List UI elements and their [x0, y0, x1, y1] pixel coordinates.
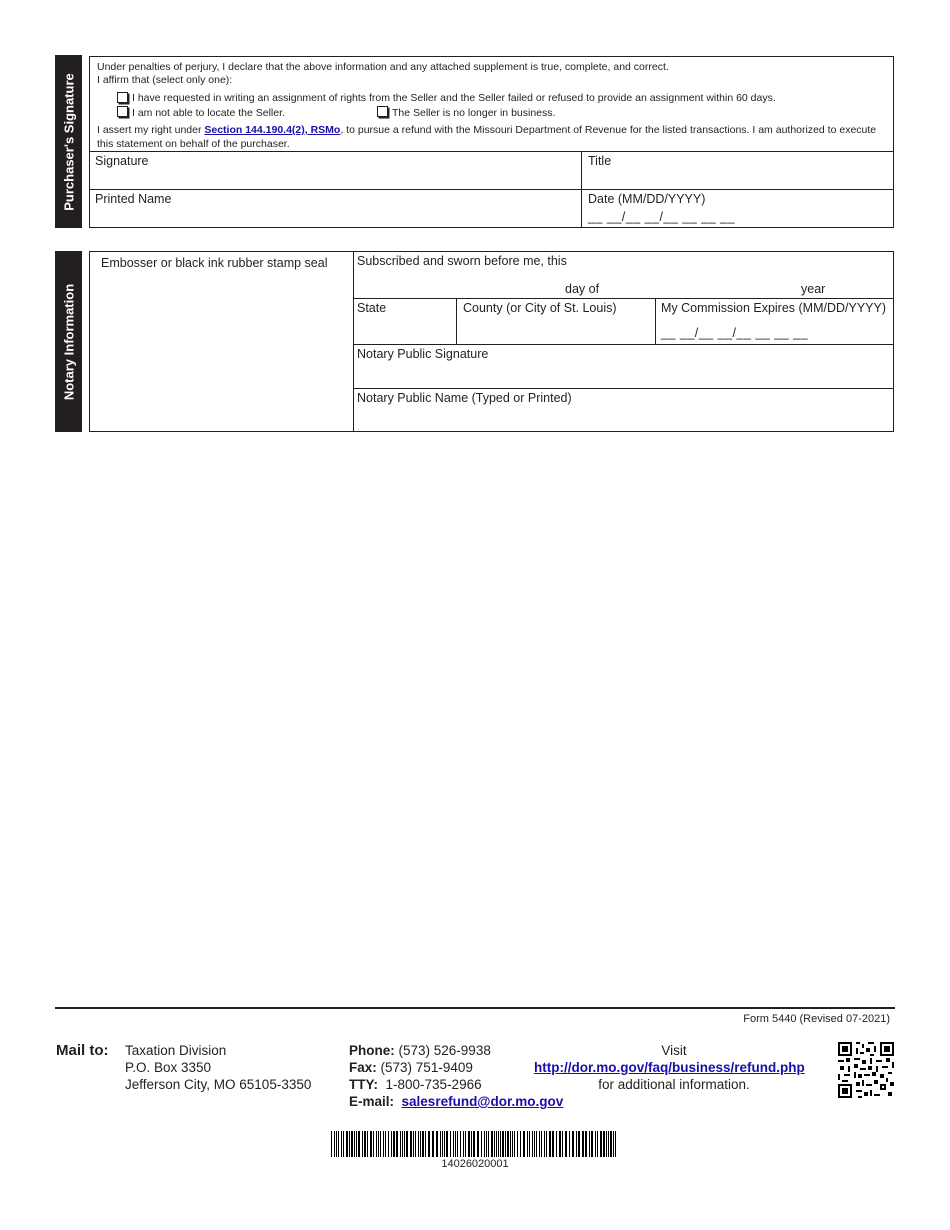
tty-line [349, 1076, 482, 1093]
address-line: P.O. Box 3350 [125, 1060, 212, 1075]
notary-section-tab [55, 251, 82, 432]
option-seller-not-in-business-label: The Seller is no longer in business. [392, 107, 556, 119]
footer-rule [55, 1007, 895, 1009]
seal-area: Embosser or black ink rubber stamp seal [101, 256, 328, 270]
email-line [349, 1093, 563, 1110]
divider [456, 298, 457, 344]
rsmo-section-link[interactable]: Section 144.190.4(2), RSMo [204, 124, 341, 136]
purchaser-title-field[interactable]: Title [588, 154, 612, 168]
purchaser-signature-field[interactable]: Signature [95, 154, 149, 168]
divider [353, 344, 894, 345]
fax-number: (573) 751-9409 [380, 1060, 473, 1075]
phone-label: Phone: [349, 1043, 395, 1058]
notary-county-field[interactable]: County (or City of St. Louis) [463, 301, 617, 315]
day-of-label[interactable]: day of [565, 282, 600, 296]
tty-label: TTY: [349, 1077, 378, 1092]
notary-name-field[interactable]: Notary Public Name (Typed or Printed) [357, 391, 572, 405]
email-label: E-mail: [349, 1094, 395, 1109]
email-link[interactable]: salesrefund@dor.mo.gov [401, 1094, 564, 1109]
commission-date-blank: __ __/__ __/__ __ __ __ [661, 326, 809, 340]
divider [89, 151, 894, 152]
commission-expires-field[interactable]: My Commission Expires (MM/DD/YYYY) [661, 301, 887, 315]
refund-url-link[interactable]: http://dor.mo.gov/faq/business/refund.php [534, 1060, 805, 1075]
option-requested-assignment-label: I have requested in writing an assignment of rights from the Seller and the Seller failed or refused to provide an assignment within 60 days. [132, 92, 776, 104]
fax-label: Fax: [349, 1060, 377, 1075]
notary-section-title: Notary Information [61, 283, 76, 400]
barcode-icon [331, 1131, 619, 1157]
affirm-text: I affirm that (select only one): [97, 74, 233, 86]
purchaser-date-blank: __ __/__ __/__ __ __ __ [588, 210, 736, 224]
notary-signature-field[interactable]: Notary Public Signature [357, 347, 489, 361]
assert-statement-line2: this statement on behalf of the purchaser. [97, 138, 290, 150]
divider [353, 388, 894, 389]
divider [581, 151, 582, 228]
declaration-text: Under penalties of perjury, I declare that the above information and any attached supplement is true, complete, and correct. [97, 61, 669, 73]
address-line: Jefferson City, MO 65105-3350 [125, 1077, 312, 1092]
assert-statement [97, 124, 876, 136]
tty-number: 1-800-735-2966 [385, 1077, 482, 1092]
year-label[interactable]: year [801, 282, 826, 296]
address-line: Taxation Division [125, 1043, 227, 1058]
option-cannot-locate-seller-checkbox[interactable] [117, 106, 128, 117]
divider [89, 189, 894, 190]
assert-prefix: I assert my right under [97, 124, 205, 136]
assert-suffix: , to pursue a refund with the Missouri Department of Revenue for the listed transactions. I am authorized to execute [340, 124, 877, 136]
sworn-statement: Subscribed and sworn before me, this [357, 254, 567, 268]
divider [353, 251, 354, 432]
option-cannot-locate-seller-label: I am not able to locate the Seller. [132, 107, 285, 119]
mail-to-label: Mail to: [56, 1042, 109, 1059]
form-number: Form 5440 (Revised 07-2021) [743, 1013, 890, 1025]
visit-text: Visit [661, 1043, 687, 1058]
option-seller-not-in-business-checkbox[interactable] [377, 106, 388, 117]
option-requested-assignment-checkbox[interactable] [117, 92, 128, 103]
phone-line [349, 1042, 491, 1059]
divider [655, 298, 656, 344]
purchaser-date-field[interactable]: Date (MM/DD/YYYY) [588, 192, 706, 206]
phone-number: (573) 526-9938 [398, 1043, 491, 1058]
refund-url [534, 1059, 805, 1076]
purchaser-section-title: Purchaser's Signature [61, 72, 76, 211]
purchaser-section-tab [55, 55, 82, 228]
fax-line [349, 1059, 473, 1076]
printed-name-field[interactable]: Printed Name [95, 192, 172, 206]
additional-info-text: for additional information. [598, 1077, 750, 1092]
divider [353, 298, 894, 299]
barcode-number: 14026020001 [441, 1158, 509, 1170]
notary-state-field[interactable]: State [357, 301, 387, 315]
qr-code-icon [838, 1042, 894, 1098]
